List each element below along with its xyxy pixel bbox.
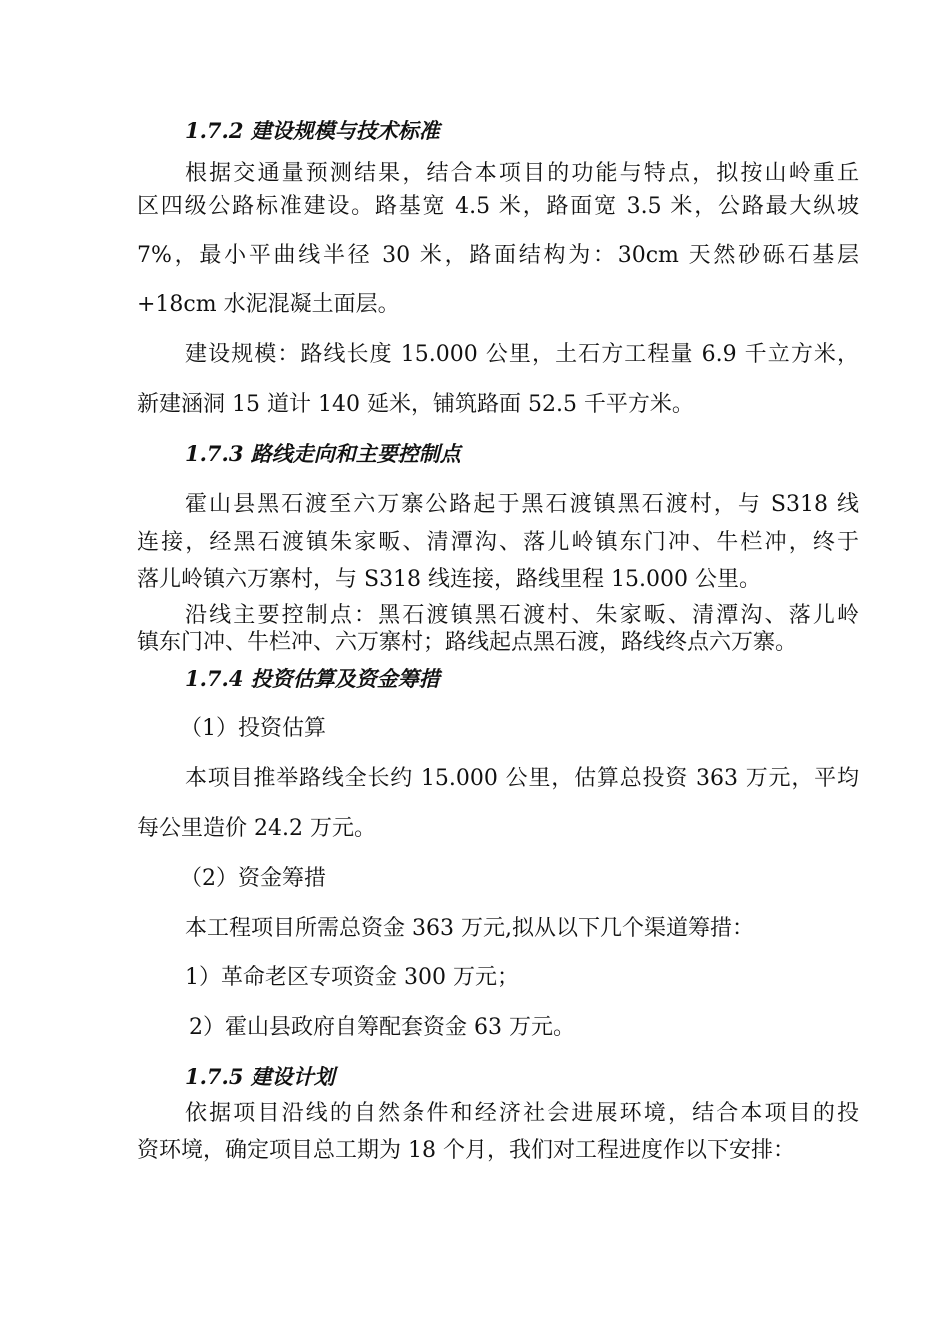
paragraph-line: 新建涵洞 15 道计 140 延米，铺筑路面 52.5 千平方米。 xyxy=(137,392,694,417)
paragraph-line: 每公里造价 24.2 万元。 xyxy=(137,816,376,841)
paragraph-line: 霍山县黑石渡至六万寨公路起于黑石渡镇黑石渡村，与 S318 线 xyxy=(185,492,859,517)
section-heading-1-7-2: 1.7.2 建设规模与技术标准 xyxy=(185,118,440,143)
paragraph-line: 沿线主要控制点：黑石渡镇黑石渡村、朱家畈、清潭沟、落儿岭 xyxy=(185,603,859,628)
list-item: 2）霍山县政府自筹配套资金 63 万元。 xyxy=(189,1015,575,1040)
section-heading-1-7-4: 1.7.4 投资估算及资金筹措 xyxy=(185,666,440,691)
paragraph-line: 本项目推举路线全长约 15.000 公里，估算总投资 363 万元，平均 xyxy=(185,766,859,791)
list-item: 1）革命老区专项资金 300 万元； xyxy=(185,965,519,990)
paragraph-line: 落儿岭镇六万寨村，与 S318 线连接，路线里程 15.000 公里。 xyxy=(137,567,762,592)
subsection-title: （2）资金筹措 xyxy=(180,866,326,891)
section-heading-1-7-5: 1.7.5 建设计划 xyxy=(185,1064,335,1089)
subsection-title: （1）投资估算 xyxy=(180,716,326,741)
paragraph-line: 本工程项目所需总资金 363 万元,拟从以下几个渠道筹措： xyxy=(185,916,754,941)
paragraph-line: 区四级公路标准建设。路基宽 4.5 米，路面宽 3.5 米，公路最大纵坡 xyxy=(137,194,859,219)
section-heading-1-7-3: 1.7.3 路线走向和主要控制点 xyxy=(185,441,461,466)
paragraph-line: 连接，经黑石渡镇朱家畈、清潭沟、落儿岭镇东门冲、牛栏冲，终于 xyxy=(137,530,859,555)
paragraph-line: 镇东门冲、牛栏冲、六万寨村；路线起点黑石渡，路线终点六万寨。 xyxy=(137,630,798,655)
paragraph-line: 依据项目沿线的自然条件和经济社会进展环境，结合本项目的投 xyxy=(185,1101,859,1126)
paragraph-line: 7%，最小平曲线半径 30 米，路面结构为：30cm 天然砂砾石基层 xyxy=(137,243,859,268)
paragraph-line: 资环境，确定项目总工期为 18 个月，我们对工程进度作以下安排： xyxy=(137,1138,795,1163)
paragraph-line: +18cm 水泥混凝土面层。 xyxy=(137,292,400,317)
paragraph-line: 根据交通量预测结果，结合本项目的功能与特点，拟按山岭重丘 xyxy=(185,161,859,186)
paragraph-line: 建设规模：路线长度 15.000 公里，土石方工程量 6.9 千立方米， xyxy=(185,342,859,367)
